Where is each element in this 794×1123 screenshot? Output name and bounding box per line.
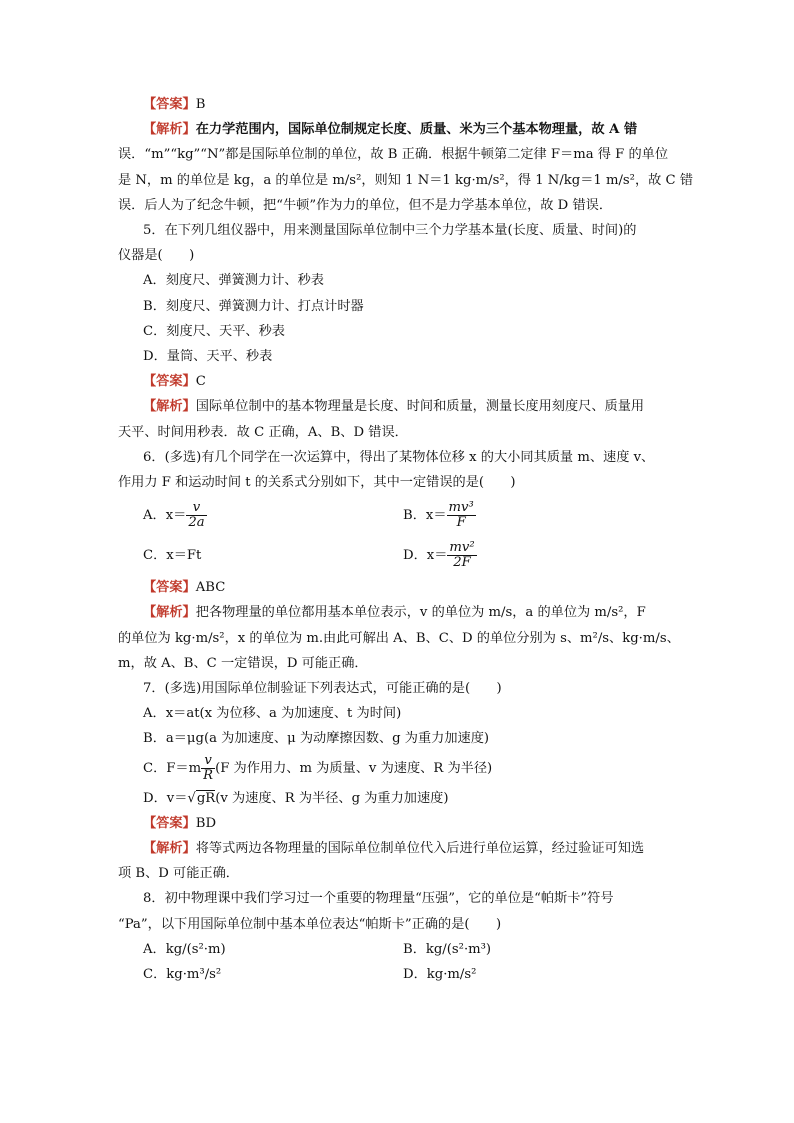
q8-option-c: C．kg·m³/s²: [143, 967, 222, 983]
q7-stem: 7．(多选)用国际单位制验证下列表达式，可能正确的是( ): [143, 681, 502, 697]
fraction: $\frac{\text{mv³}}{F}$: [448, 499, 474, 530]
q4-analysis-line-4: 误．后人为了纪念牛顿，把“牛顿”作为力的单位，但不是力学基本单位，故 D 错误．: [118, 197, 613, 213]
q6-stem-line-1: 6．(多选)有几个同学在一次运算中，得出了某物体位移 x 的大小同其质量 m、速度 v、: [143, 449, 655, 465]
answer-tag: 【答案】: [143, 815, 196, 831]
fraction: $\frac{v}{R}$: [203, 753, 214, 784]
q8-options-row-1: [118, 937, 678, 962]
q6-option-d: D．x＝ $\frac{\text{mv²}}{2F}$: [403, 539, 475, 570]
analysis-tag: 【解析】: [143, 841, 196, 857]
q7-answer-line: [118, 811, 678, 836]
q4-analysis-line-2: 误．“m”“kg”“N”都是国际单位制的单位，故 B 正确．根据牛顿第二定律 F＝ma 得 F 的单位: [118, 147, 669, 163]
q6-analysis-line-2: 的单位为 kg·m/s²，x 的单位为 m.由此可解出 A、B、C、D 的单位分别为 s、m²/s、kg·m/s、: [118, 630, 680, 646]
q6-analysis-line-3: m，故 A、B、C 一定错误，D 可能正确．: [118, 655, 368, 671]
q4-answer-line: [118, 92, 678, 117]
fraction: $\frac{\text{mv²}}{2F}$: [449, 539, 475, 570]
analysis-tag: 【解析】: [143, 122, 196, 138]
radicand: gR: [196, 790, 216, 806]
fraction: $\frac{v}{2a}$: [188, 499, 205, 530]
q5-stem-line-2: 仪器是( ): [118, 248, 195, 264]
q7-analysis-line-1: 【解析】将等式两边各物理量的国际单位制单位代入后进行单位运算，经过验证可知选: [143, 841, 645, 857]
q6-options-row-2: [118, 535, 678, 575]
q5-option-a: A．刻度尺、弹簧测力计、秒表: [143, 273, 324, 289]
answer-tag: 【答案】: [143, 374, 196, 390]
q5-stem-line-1: 5．在下列几组仪器中，用来测量国际单位制中三个力学基本量(长度、质量、时间)的: [143, 223, 637, 239]
answer-tag: 【答案】: [143, 580, 196, 596]
q4-analysis-line-3: 是 N，m 的单位是 kg，a 的单位是 m/s²，则知 1 N＝1 kg·m/s²，得 1 N/kg＝1 m/s²，故 C 错: [118, 172, 694, 188]
q6-options-row-1: [118, 495, 678, 535]
q5-option-d: D．量筒、天平、秒表: [143, 349, 273, 365]
q5-analysis-line-2: 天平、时间用秒表．故 C 正确，A、B、D 错误．: [118, 424, 408, 440]
q6-analysis-line-1: 【解析】把各物理量的单位都用基本单位表示，v 的单位为 m/s，a 的单位为 m/s²，F: [143, 605, 646, 621]
answer-value: B: [195, 97, 206, 112]
q7-option-c: C．F＝m $\frac{v}{R}$ (F 为作用力、m 为质量、v 为速度、R 为半径): [143, 753, 493, 784]
q8-option-d: D．kg·m/s²: [403, 967, 477, 983]
analysis-tag: 【解析】: [143, 605, 196, 621]
q8-option-a: A．kg/(s²·m): [143, 941, 226, 957]
q8-stem-line-2: “Pa”，以下用国际单位制中基本单位表达“帕斯卡”正确的是( ): [118, 916, 502, 932]
q7-analysis-line-2: 项 B、D 可能正确．: [118, 866, 239, 882]
q8-stem-line-1: 8．初中物理课中我们学习过一个重要的物理量“压强”，它的单位是“帕斯卡”符号: [143, 891, 614, 907]
document-page: [118, 92, 694, 987]
q6-stem-line-2: 作用力 F 和运动时间 t 的关系式分别如下，其中一定错误的是( ): [118, 475, 516, 491]
answer-value: ABC: [195, 580, 226, 596]
q5-answer-line: [118, 369, 678, 394]
q7-option-a: A．x＝at(x 为位移、a 为加速度、t 为时间): [143, 706, 402, 722]
answer-tag: 【答案】: [143, 97, 196, 112]
answer-value: BD: [195, 815, 217, 831]
analysis-tag: 【解析】: [143, 399, 196, 415]
q6-option-a: A．x＝ $\frac{v}{2a}$: [143, 499, 205, 530]
answer-value: C: [195, 374, 206, 390]
q5-analysis-line-1: 【解析】国际单位制中的基本物理量是长度、时间和质量，测量长度用刻度尺、质量用: [143, 399, 645, 415]
q6-option-c: C．x＝Ft: [143, 547, 202, 563]
q8-options-row-2: [118, 962, 678, 987]
q4-analysis-line-1: 【解析】在力学范围内，国际单位制规定长度、质量、米为三个基本物理量，故 A 错: [143, 122, 638, 138]
q6-option-b: B．x＝ $\frac{\text{mv³}}{F}$: [403, 499, 474, 530]
q7-option-d: D．v＝√gR(v 为速度、R 为半径、g 为重力加速度): [143, 790, 449, 806]
q8-option-b: B．kg/(s²·m³): [403, 941, 492, 957]
q7-option-b: B．a＝μg(a 为加速度、μ 为动摩擦因数、g 为重力加速度): [143, 731, 490, 747]
q5-option-b: B．刻度尺、弹簧测力计、打点计时器: [143, 298, 364, 314]
q6-answer-line: [118, 575, 678, 600]
q5-option-c: C．刻度尺、天平、秒表: [143, 323, 285, 339]
